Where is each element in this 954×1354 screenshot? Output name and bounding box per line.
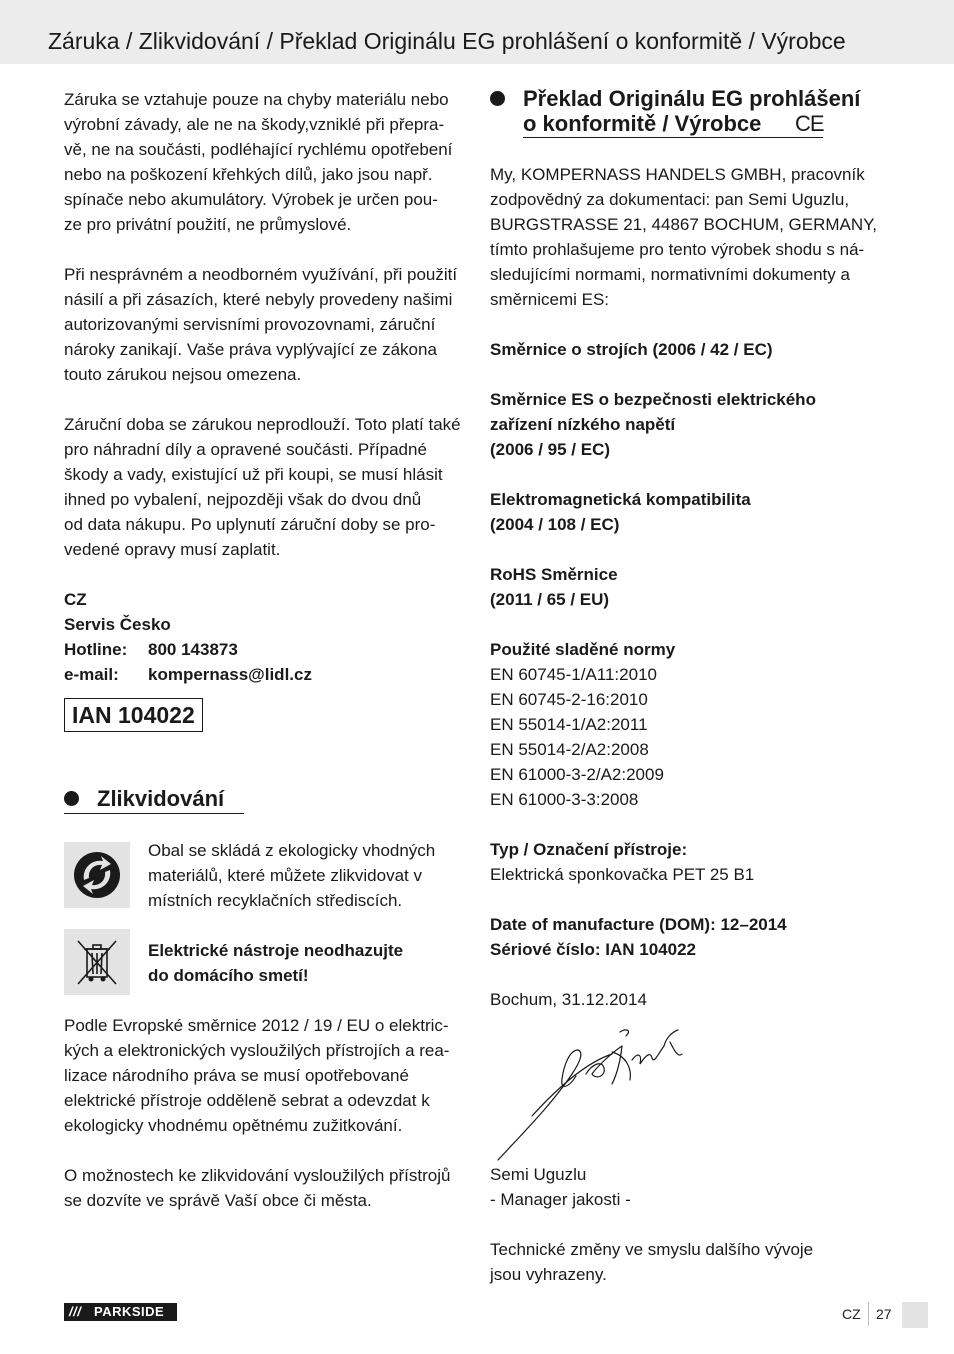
directive-machinery: Směrnice o strojích (2006 / 42 / EC) [490,340,773,359]
signer-role: - Manager jakosti - [490,1190,631,1209]
signature-image [492,1024,692,1164]
hotline-label: Hotline: [64,640,128,659]
declaration-heading [490,86,910,142]
recycling-icon [64,842,130,908]
warranty-paragraph-2: Při nesprávném a neodborném využívání, při použití násilí a při zásazích, které nebyly provedeny našimi autorizovanými servisními provozovnami, záruční nároky zanikají. Vaše práva vyplývající ze zákona touto zárukou nejsou omezena. [64,265,458,384]
ian-badge: IAN 104022 [64,698,203,732]
footer-divider [868,1302,869,1326]
disposal-heading-text: Zlikvidování [97,786,225,811]
warranty-column [64,87,469,687]
type-heading: Typ / Označení přístroje: [490,840,688,859]
directive-rohs: RoHS Směrnice (2011 / 65 / EU) [490,565,618,609]
disposal-paragraph-2: O možnostech ke zlikvidování vysloužilých přístrojů se dozvíte ve správě Vaší obce či města. [64,1166,451,1210]
page-title: Záruka / Zlikvidování / Překlad Originálu EG prohlášení o konformitě / Výrobce [48,28,846,54]
bin-warning-text: Elektrické nástroje neodhazujte do domácího smetí! [148,941,404,985]
directive-low-voltage: Směrnice ES o bezpečnosti elektrického zařízení nízkého napětí (2006 / 95 / EC) [490,390,816,459]
norms-list: EN 60745-1/A11:2010 EN 60745-2-16:2010 EN 55014-1/A2:2011 EN 55014-2/A2:2008 EN 61000-3-2/A2:2009 EN 61000-3-3:2008 [490,665,664,809]
date-of-manufacture: Date of manufacture (DOM): 12–2014 [490,915,787,934]
email-address: kompernass@lidl.cz [148,665,312,684]
parkside-logo [64,1303,177,1321]
page-number: 27 [876,1306,892,1322]
declaration-heading-rule [523,137,823,138]
disposal-paragraph-1: Podle Evropské směrnice 2012 / 19 / EU o elektric- kých a elektronických vysloužilých přístrojích a rea- lizace národního práva se musí opotřebované elektrické přístroje odděleně sebrat a odevzdat k ekologicky vhodnému opětnému zužitkování. [64,1016,450,1135]
page-tab-marker [902,1302,928,1328]
hotline-number: 800 143873 [148,640,238,659]
service-name: Servis Česko [64,615,171,634]
disposal-body [64,1013,469,1213]
norms-heading: Použité sladěné normy [490,640,676,659]
directive-emc: Elektromagnetická kompatibilita (2004 / 108 / EC) [490,490,751,534]
recycling-text: Obal se skládá z ekologicky vhodných materiálů, které můžete zlikvidovat v místních recyklačních střediscích. [148,841,436,910]
language-code: CZ [842,1306,861,1322]
logo-slashes: /// [69,1304,82,1319]
logo-brand-text: PARKSIDE [94,1304,165,1319]
declaration-heading-line1: Překlad Originálu EG prohlášení [523,86,861,111]
type-value: Elektrická sponkovačka PET 25 B1 [490,865,755,884]
bullet-icon [64,791,79,806]
crossed-bin-icon [64,929,130,995]
bullet-icon [490,91,505,106]
place-date: Bochum, 31.12.2014 [490,990,647,1009]
page-header [0,0,954,64]
technical-changes-note: Technické změny ve smyslu dalšího vývoje jsou vyhrazeny. [490,1240,814,1284]
ce-mark-icon: CE [795,111,824,136]
declaration-heading-line2: o konformitě / Výrobce [523,111,762,136]
disposal-heading-rule [64,813,244,814]
email-label: e-mail: [64,665,119,684]
warranty-paragraph-1: Záruka se vztahuje pouze na chyby materiálu nebo výrobní závady, ale ne na škody,vzniklé při přepra- vě, ne na součásti, podléhající rychlému opotřebení nebo na poškození křehkých dílů, jako jsou např. spínače nebo akumulátory. Výrobek je určen pou- ze pro privátní použití, ne průmyslové. [64,90,453,234]
signer-name: Semi Uguzlu [490,1165,587,1184]
service-contact [64,587,469,687]
disposal-heading [64,786,464,816]
declaration-intro: My, KOMPERNASS HANDELS GMBH, pracovník zodpovědný za dokumentaci: pan Semi Uguzlu, BURGSTRASSE 21, 44867 BOCHUM, GERMANY, tímto prohlašujeme pro tento výrobek shodu s ná- sledujícími normami, normativními dokumenty a směrnicemi ES: [490,165,878,309]
service-country: CZ [64,590,87,609]
serial-number: Sériové číslo: IAN 104022 [490,940,697,959]
warranty-paragraph-3: Záruční doba se zárukou neprodlouží. Toto platí také pro náhradní díly a opravené součásti. Případné škody a vady, existující už při koupi, se musí hlásit ihned po vybalení, nejpozději však do dvou dnů od data nákupu. Po uplynutí záruční doby se pro- vedené opravy musí zaplatit. [64,415,461,559]
